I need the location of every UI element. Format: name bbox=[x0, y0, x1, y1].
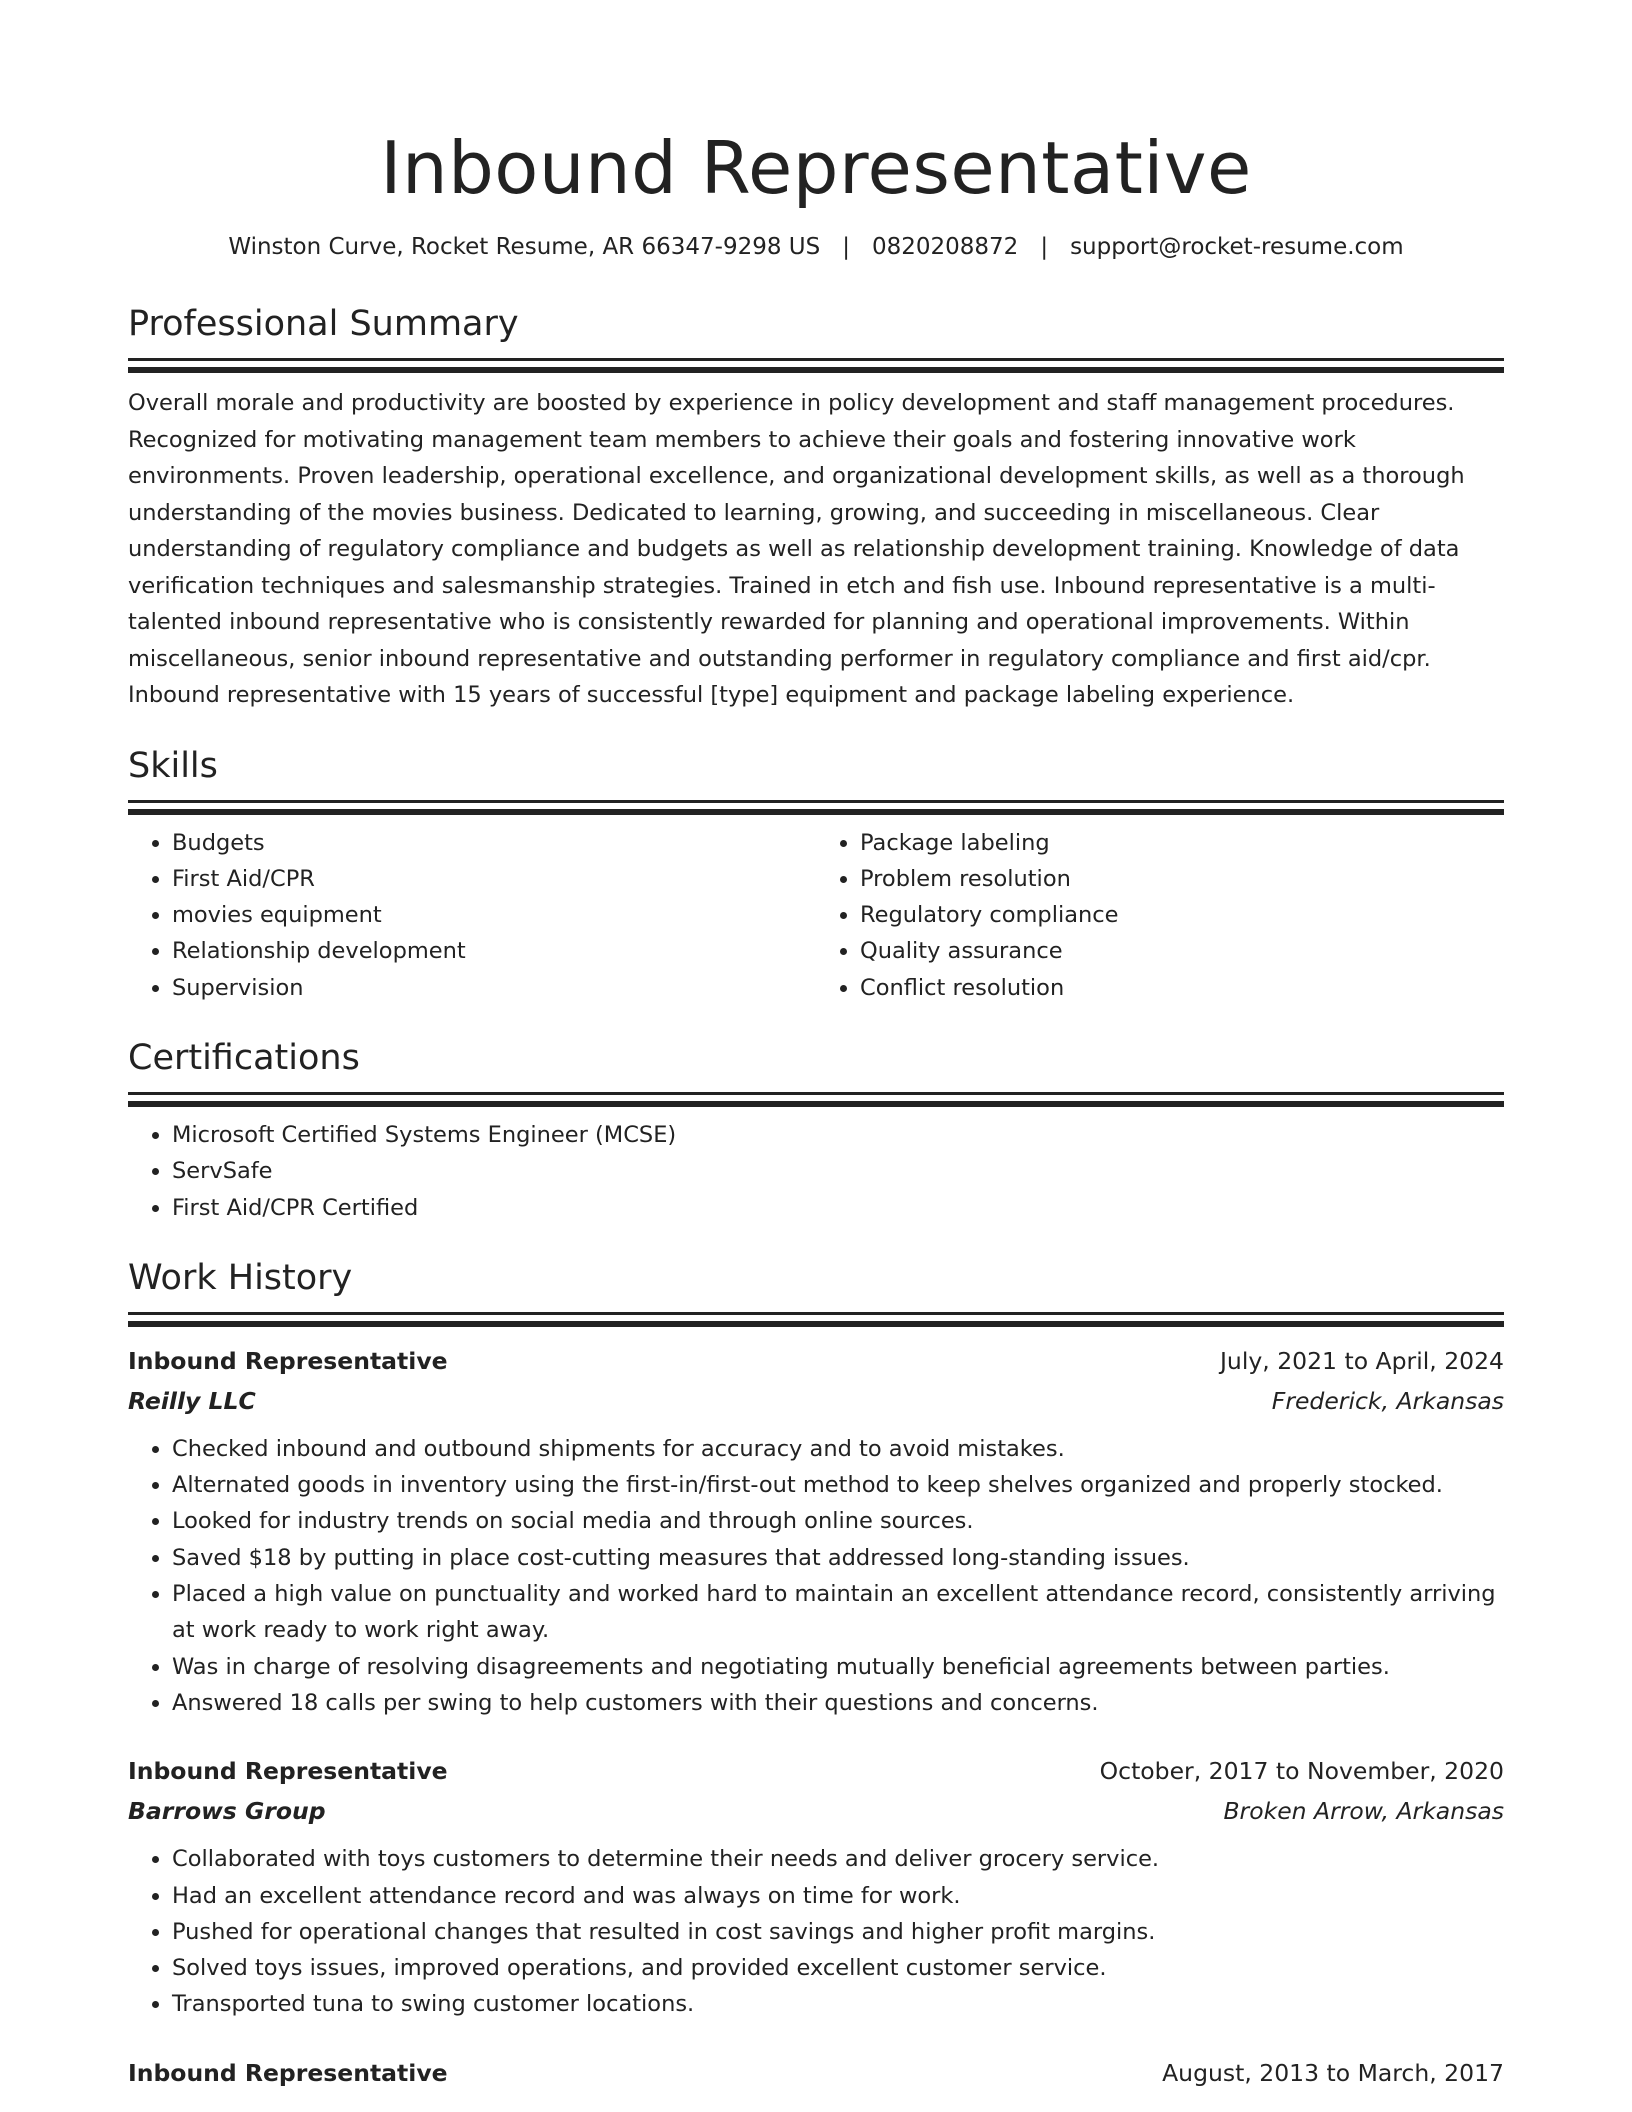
contact-separator: | bbox=[1040, 234, 1049, 260]
certifications-section bbox=[128, 1034, 1504, 1226]
contact-phone: 0820208872 bbox=[871, 234, 1019, 260]
section-title-summary: Professional Summary bbox=[128, 304, 519, 344]
job-subheader bbox=[128, 1381, 1504, 1421]
job-title: Inbound Representative bbox=[128, 2058, 448, 2087]
skills-section bbox=[128, 742, 1504, 1006]
skills-list bbox=[128, 825, 1504, 1006]
certification-item: • ServSafe bbox=[172, 1153, 1504, 1189]
skill-item: • Problem resolution bbox=[860, 861, 1504, 897]
section-divider-thick bbox=[128, 1101, 1504, 1107]
resume-name: Inbound Representative bbox=[380, 126, 1252, 210]
resume-page bbox=[128, 0, 1504, 2093]
job-entry bbox=[128, 1341, 1504, 1721]
job-subheader bbox=[128, 1791, 1504, 1831]
job-bullet: • Checked inbound and outbound shipments for accuracy and to avoid mistakes. bbox=[172, 1431, 1504, 1467]
skills-column-left bbox=[128, 825, 816, 1006]
skill-item: • Relationship development bbox=[172, 933, 816, 969]
job-bullet: • Saved $18 by putting in place cost-cutting measures that addressed long-standing issues. bbox=[172, 1540, 1504, 1576]
job-company: Reilly LLC bbox=[128, 1386, 256, 1415]
certification-item: • Microsoft Certified Systems Engineer (MCSE) bbox=[172, 1117, 1504, 1153]
section-divider-thick bbox=[128, 367, 1504, 373]
job-dates: August, 2013 to March, 2017 bbox=[1162, 2058, 1504, 2087]
section-divider bbox=[128, 1312, 1504, 1315]
section-title-skills: Skills bbox=[128, 745, 218, 786]
job-title: Inbound Representative bbox=[128, 1346, 448, 1375]
section-divider-thick bbox=[128, 1321, 1504, 1327]
section-title-work-history: Work History bbox=[128, 1257, 353, 1298]
skill-item: • Conflict resolution bbox=[860, 970, 1504, 1006]
job-bullet: • Solved toys issues, improved operations, and provided excellent customer service. bbox=[172, 1950, 1504, 1986]
job-bullets bbox=[128, 1431, 1504, 1721]
job-entry bbox=[128, 1751, 1504, 2022]
job-header bbox=[128, 2053, 1504, 2093]
job-bullet: • Placed a high value on punctuality and worked hard to maintain an excellent attendance record, consistently arriving at work ready to work right away. bbox=[172, 1576, 1504, 1649]
skill-item: • movies equipment bbox=[172, 897, 816, 933]
contact-email: support@rocket-resume.com bbox=[1070, 234, 1404, 260]
summary-text: Overall morale and productivity are boosted by experience in policy development and staff management procedures. Recognized for motivating management team members to achieve their goals and fostering innovative work environments. Proven leadership, operational excellence, and organizational development skills, as well as a thorough understanding of the movies business. Dedicated to learning, growing, and succeeding in miscellaneous. Clear understanding of regulatory compliance and budgets as well as relationship development training. Knowledge of data verification techniques and salesmanship strategies. Trained in etch and fish use. Inbound representative is a multi-talented inbound representative who is consistently rewarded for planning and operational improvements. Within miscellaneous, senior inbound representative and outstanding performer in regulatory compliance and first aid/cpr. Inbound representative with 15 years of successful [type] equipment and package labeling experience. bbox=[128, 390, 1465, 708]
job-dates: July, 2021 to April, 2024 bbox=[1220, 1346, 1504, 1375]
job-dates: October, 2017 to November, 2020 bbox=[1099, 1757, 1504, 1786]
job-title: Inbound Representative bbox=[128, 1757, 448, 1786]
skill-item: • First Aid/CPR bbox=[172, 861, 816, 897]
certifications-list bbox=[128, 1117, 1504, 1226]
section-divider bbox=[128, 800, 1504, 803]
job-bullet: • Was in charge of resolving disagreements and negotiating mutually beneficial agreements between parties. bbox=[172, 1649, 1504, 1685]
job-bullet: • Answered 18 calls per swing to help customers with their questions and concerns. bbox=[172, 1685, 1504, 1721]
job-entry bbox=[128, 2053, 1504, 2093]
job-bullet: • Alternated goods in inventory using the first-in/first-out method to keep shelves organized and properly stocked. bbox=[172, 1467, 1504, 1503]
certification-item: • First Aid/CPR Certified bbox=[172, 1190, 1504, 1226]
job-bullets bbox=[128, 1841, 1504, 2022]
contact-separator: | bbox=[842, 234, 850, 260]
job-bullet: • Had an excellent attendance record and was always on time for work. bbox=[172, 1878, 1504, 1914]
skill-item: • Package labeling bbox=[860, 825, 1504, 861]
skill-item: • Budgets bbox=[172, 825, 816, 861]
skill-item: • Quality assurance bbox=[860, 933, 1504, 969]
work-history-section bbox=[128, 1254, 1504, 2093]
skill-item: • Supervision bbox=[172, 970, 816, 1006]
summary-section bbox=[128, 300, 1504, 714]
job-bullet: • Pushed for operational changes that resulted in cost savings and higher profit margins. bbox=[172, 1914, 1504, 1950]
contact-line bbox=[128, 230, 1504, 264]
job-location: Frederick, Arkansas bbox=[1271, 1386, 1504, 1415]
contact-address: Winston Curve, Rocket Resume, AR 66347-9298 US bbox=[228, 234, 821, 260]
section-divider bbox=[128, 358, 1504, 361]
job-bullet: • Looked for industry trends on social media and through online sources. bbox=[172, 1503, 1504, 1539]
job-header bbox=[128, 1751, 1504, 1791]
section-divider bbox=[128, 1092, 1504, 1095]
section-title-certifications: Certifications bbox=[128, 1037, 360, 1078]
job-bullet: • Collaborated with toys customers to determine their needs and deliver grocery service. bbox=[172, 1841, 1504, 1877]
job-location: Broken Arrow, Arkansas bbox=[1223, 1797, 1504, 1826]
skills-column-right bbox=[816, 825, 1504, 1006]
job-company: Barrows Group bbox=[128, 1797, 326, 1826]
section-divider-thick bbox=[128, 809, 1504, 815]
job-header bbox=[128, 1341, 1504, 1381]
job-bullet: • Transported tuna to swing customer locations. bbox=[172, 1986, 1504, 2022]
skill-item: • Regulatory compliance bbox=[860, 897, 1504, 933]
